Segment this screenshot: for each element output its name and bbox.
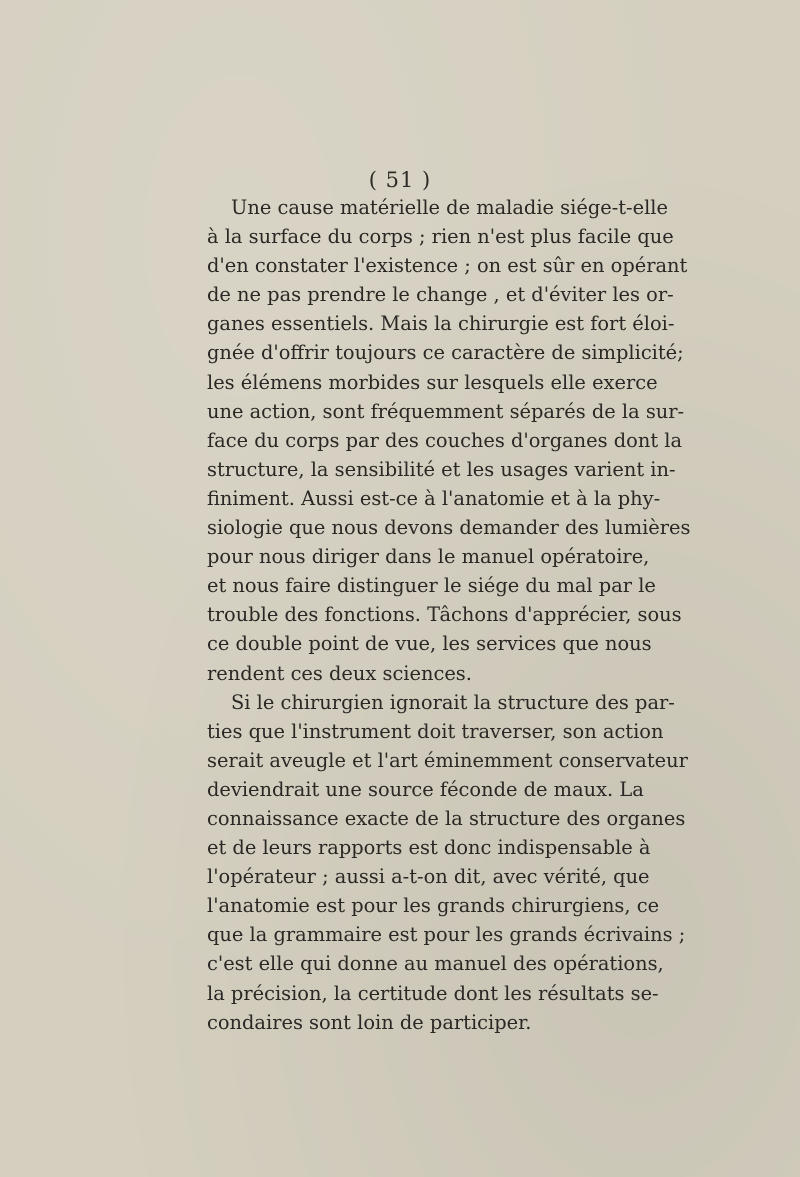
body-text [207, 193, 691, 1037]
text-line: la précision, la certitude dont les résultats se- [207, 981, 659, 1005]
text-line: Une cause matérielle de maladie siége-t-elle [231, 196, 668, 219]
text-line: une action, sont fréquemment séparés de la sur- [207, 399, 685, 423]
text-line: rendent ces deux sciences. [207, 661, 472, 685]
text-line: condaires sont loin de participer. [207, 1010, 532, 1034]
text-line: c'est elle qui donne au manuel des opérations, [207, 952, 664, 976]
page-number: ( 51 ) [368, 168, 432, 192]
text-line: trouble des fonctions. Tâchons d'apprécier, sous [207, 603, 682, 627]
text-line: et de leurs rapports est donc indispensable à [207, 836, 651, 860]
text-line: structure, la sensibilité et les usages varient in- [207, 457, 676, 481]
text-line: face du corps par des couches d'organes dont la [207, 428, 683, 452]
text-line: à la surface du corps ; rien n'est plus facile que [207, 225, 674, 249]
text-line: gnée d'offrir toujours ce caractère de simplicité; [207, 341, 684, 365]
text-line: les élémens morbides sur lesquels elle exerce [207, 370, 658, 394]
text-line: de ne pas prendre le change , et d'éviter les or- [207, 283, 674, 307]
text-line: d'en constater l'existence ; on est sûr en opérant [207, 254, 688, 278]
text-line: ties que l'instrument doit traverser, son action [207, 719, 664, 743]
text-line: deviendrait une source féconde de maux. La [207, 777, 644, 801]
text-line: siologie que nous devons demander des lumières [207, 516, 691, 540]
text-line: connaissance exacte de la structure des organes [207, 806, 686, 830]
text-line: l'opérateur ; aussi a-t-on dit, avec vérité, que [207, 865, 650, 889]
text-line: Si le chirurgien ignorait la structure des par- [231, 690, 675, 714]
text-line: et nous faire distinguer le siége du mal par le [207, 574, 656, 598]
text-line: l'anatomie est pour les grands chirurgiens, ce [207, 894, 660, 918]
text-line: serait aveugle et l'art éminemment conservateur [207, 748, 688, 772]
text-line: ce double point de vue, les services que nous [207, 632, 652, 656]
text-line: ganes essentiels. Mais la chirurgie est fort éloi- [207, 312, 675, 336]
text-line: pour nous diriger dans le manuel opératoire, [207, 545, 650, 569]
text-line: finiment. Aussi est-ce à l'anatomie et à la phy- [207, 486, 661, 510]
text-line: que la grammaire est pour les grands écrivains ; [207, 923, 686, 947]
